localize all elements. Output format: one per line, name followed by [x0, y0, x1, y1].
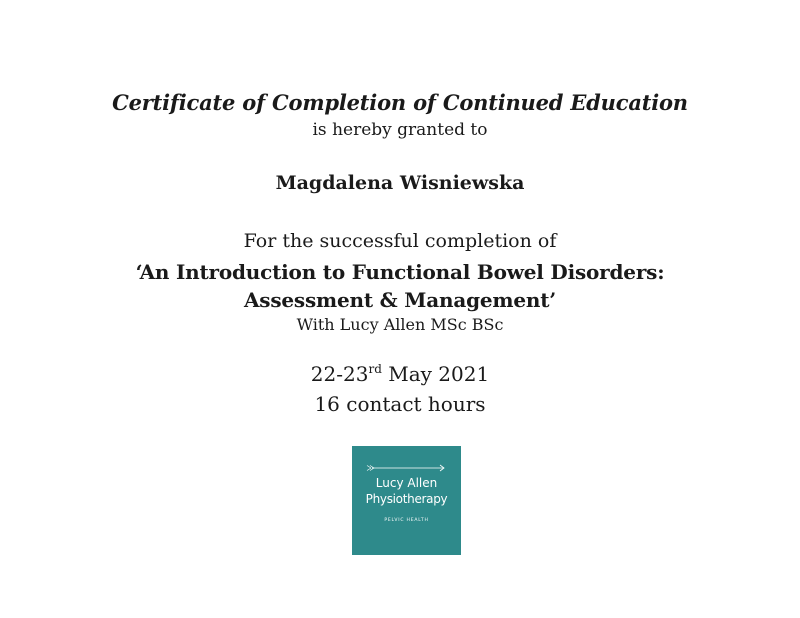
instructor-name: With Lucy Allen MSc BSc: [296, 315, 504, 334]
logo-tagline: PELVIC HEALTH: [384, 518, 429, 523]
arrow-icon: [366, 464, 447, 472]
contact-hours: 16 contact hours: [314, 392, 486, 416]
logo: [352, 446, 461, 555]
date-prefix: 22-23: [310, 362, 369, 386]
certificate-title: Certificate of Completion of Continued Education: [112, 90, 688, 115]
logo-name-line1: Lucy Allen: [375, 476, 438, 490]
granted-text: is hereby granted to: [312, 120, 488, 140]
completion-text: For the successful completion of: [243, 230, 557, 252]
recipient-name: Magdalena Wisniewska: [275, 172, 525, 194]
course-dates: [0, 362, 800, 386]
course-title-line1: ‘An Introduction to Functional Bowel Disorders:: [135, 260, 665, 284]
course-title-line2: Assessment & Management’: [243, 288, 557, 312]
date-suffix: rd: [368, 362, 382, 376]
logo-name-line2: Physiotherapy: [365, 492, 448, 506]
date-rest: May 2021: [381, 362, 490, 386]
